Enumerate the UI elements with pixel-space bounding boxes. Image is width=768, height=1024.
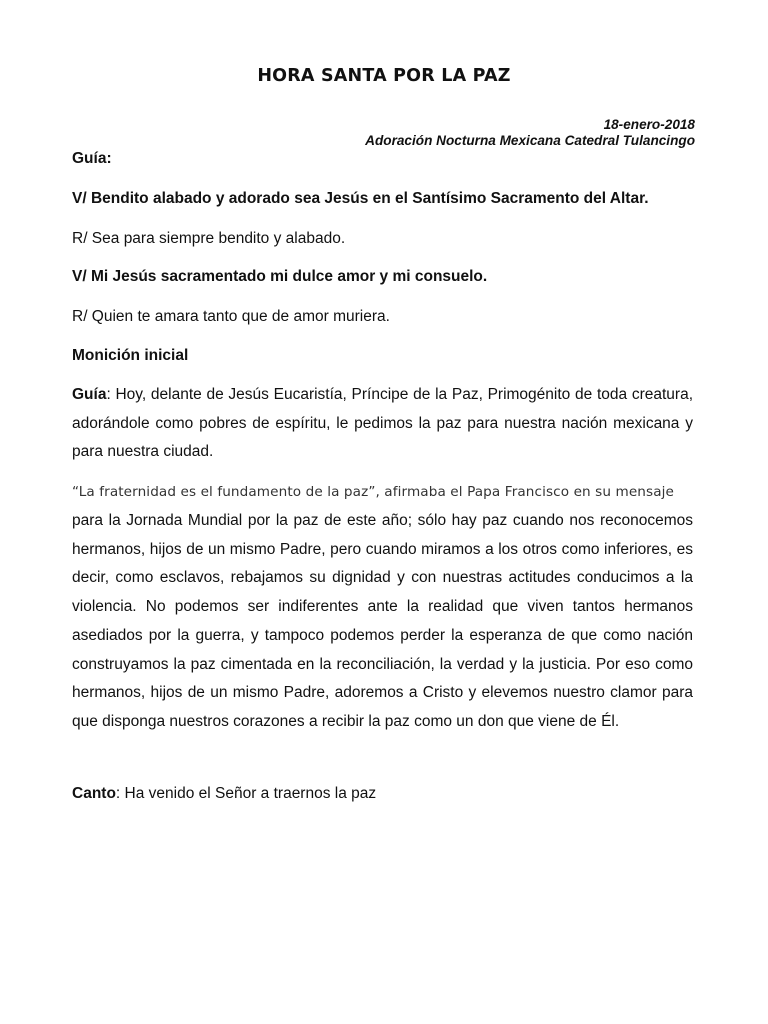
- document-organization: Adoración Nocturna Mexicana Catedral Tulancingo: [365, 133, 695, 148]
- canto-label: Canto: [72, 785, 116, 802]
- monicion-text: : Hoy, delante de Jesús Eucaristía, Príncipe de la Paz, Primogénito de toda creatura, adorándole como pobres de espíritu, le pedimos la paz para nuestra nación mexicana y para nuestra ciudad.: [72, 386, 693, 461]
- canto-text: : Ha venido el Señor a traernos la paz: [115, 785, 377, 802]
- pope-quote: “La fraternidad es el fundamento de la paz”, afirmaba el Papa Francisco en su mensaje: [72, 484, 674, 500]
- canto-line: [72, 785, 376, 803]
- response-1: R/ Sea para siempre bendito y alabado.: [72, 230, 346, 247]
- versicle-2: V/ Mi Jesús sacramentado mi dulce amor y mi consuelo.: [72, 268, 488, 285]
- document-header-meta: [365, 117, 695, 149]
- response-2: R/ Quien te amara tanto que de amor muriera.: [72, 308, 390, 325]
- monicion-paragraph: [72, 381, 693, 467]
- guia-heading: Guía:: [72, 150, 112, 167]
- monicion-heading: Monición inicial: [72, 347, 189, 364]
- body-paragraph: para la Jornada Mundial por la paz de este año; sólo hay paz cuando nos reconocemos hermanos, hijos de un mismo Padre, pero cuando miramos a los otros como inferiores, es decir, como esclavos, rebajamos su dignidad y con nuestras actitudes conducimos a la violencia. No podemos ser indiferentes ante la realidad que viven tantos hermanos asediados por la guerra, y tampoco podemos perder la esperanza de que como nación construyamos la paz cimentada en la reconciliación, la verdad y la justicia. Por eso como hermanos, hijos de un mismo Padre, adoremos a Cristo y elevemos nuestro clamor para que disponga nuestros corazones a recibir la paz como un don que viene de Él.: [72, 512, 693, 730]
- versicle-1: V/ Bendito alabado y adorado sea Jesús en el Santísimo Sacramento del Altar.: [72, 190, 649, 207]
- document-title: HORA SANTA POR LA PAZ: [257, 66, 511, 86]
- monicion-label: Guía: [72, 386, 107, 403]
- document-date: 18-enero-2018: [603, 117, 695, 132]
